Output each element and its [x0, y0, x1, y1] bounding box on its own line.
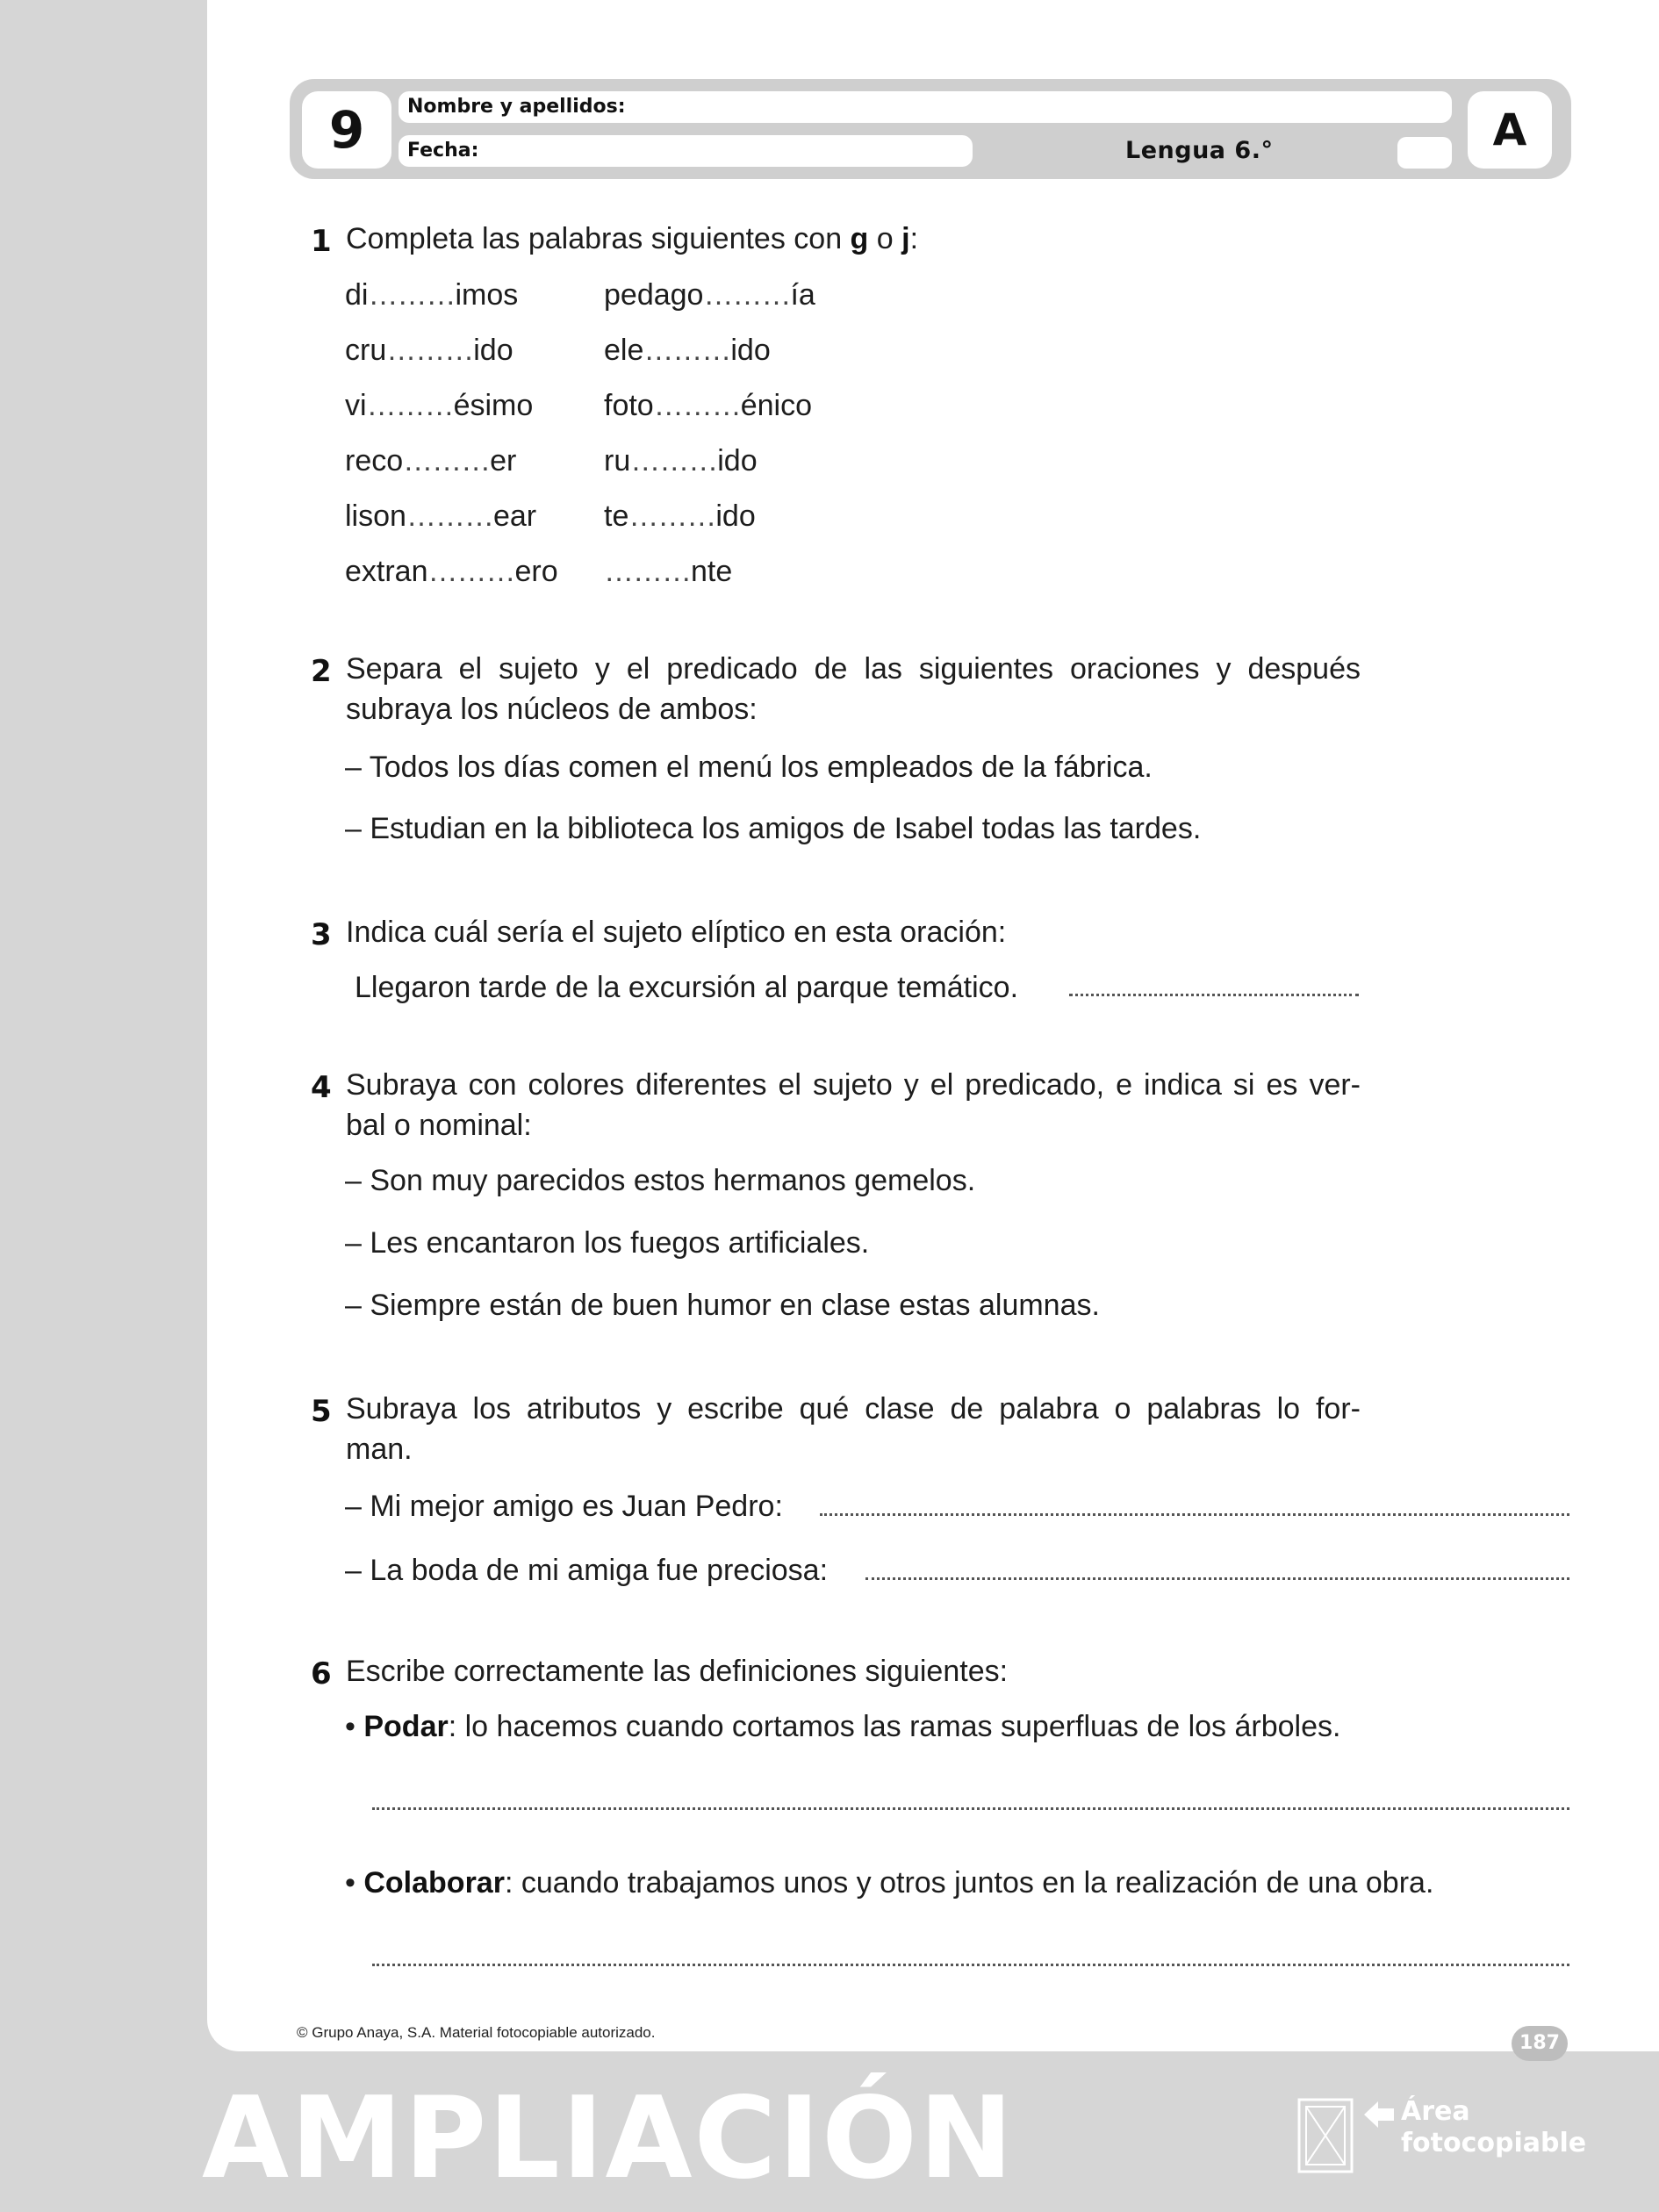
q2-sentence: – Estudian en la biblioteca los amigos de Isabel todas las tardes.	[345, 812, 1202, 845]
q2-prompt-line2: subraya los núcleos de ambos:	[346, 693, 758, 726]
q5-answer-line[interactable]	[820, 1513, 1569, 1516]
level-letter: A	[1468, 91, 1552, 169]
date-field[interactable]: Fecha:	[399, 135, 973, 167]
q5-sentence: – La boda de mi amiga fue preciosa:	[345, 1554, 829, 1587]
q1-word[interactable]: extran………ero	[345, 555, 558, 588]
subject-label: Lengua 6.°	[1125, 137, 1274, 164]
q1-letter-g: g	[850, 222, 869, 255]
q1-word[interactable]: pedago………ía	[604, 278, 815, 312]
q1-prompt-text: Completa las palabras siguientes con	[346, 222, 851, 255]
q2-number: 2	[311, 654, 332, 689]
q5-number: 5	[311, 1394, 332, 1429]
photocopy-area-label	[1401, 2096, 1586, 2159]
q2-prompt-line1: Separa el sujeto y el predicado de las siguientes oraciones y después	[346, 652, 1361, 686]
q4-sentence: – Les encantaron los fuegos artificiales.	[345, 1226, 870, 1260]
area-label-line1: Área	[1401, 2096, 1470, 2127]
q6-definition	[345, 1866, 1433, 1900]
q1-word[interactable]: cru………ido	[345, 334, 514, 367]
q4-sentence: – Siempre están de buen humor en clase estas alumnas.	[345, 1289, 1100, 1322]
q4-prompt-line1: Subraya con colores diferentes el sujeto y el predicado, e indica si es ver-	[346, 1068, 1361, 1102]
q1-word[interactable]: ele………ido	[604, 334, 771, 367]
bullet: •	[345, 1866, 356, 1900]
q1-prompt	[346, 222, 918, 256]
score-box[interactable]	[1397, 137, 1452, 169]
q1-word[interactable]: lison………ear	[345, 499, 537, 533]
q2-sentence: – Todos los días comen el menú los empleados de la fábrica.	[345, 750, 1153, 784]
q5-prompt-line2: man.	[346, 1433, 413, 1466]
page-number: 187	[1512, 2026, 1568, 2061]
q1-word[interactable]: reco………er	[345, 444, 517, 478]
worksheet-header	[290, 79, 1571, 179]
q5-sentence: – Mi mejor amigo es Juan Pedro:	[345, 1490, 783, 1523]
q1-word[interactable]: vi………ésimo	[345, 389, 534, 422]
copyright-notice: © Grupo Anaya, S.A. Material fotocopiable autorizado.	[297, 2024, 656, 2041]
q5-prompt-line1: Subraya los atributos y escribe qué clase de palabra o palabras lo for-	[346, 1392, 1361, 1426]
q6-number: 6	[311, 1656, 332, 1691]
q1-prompt-or: o	[868, 222, 902, 255]
q3-number: 3	[311, 917, 332, 952]
name-field[interactable]: Nombre y apellidos:	[399, 91, 1452, 123]
q1-word[interactable]: te………ido	[604, 499, 756, 533]
area-label-line2: fotocopiable	[1401, 2128, 1587, 2158]
q4-sentence: – Son muy parecidos estos hermanos gemelos.	[345, 1164, 976, 1197]
q3-answer-line[interactable]	[1069, 994, 1359, 996]
q3-prompt: Indica cuál sería el sujeto elíptico en esta oración:	[346, 916, 1007, 949]
bullet: •	[345, 1710, 356, 1743]
q6-term: Colaborar	[363, 1866, 505, 1900]
q6-definition-text: : cuando trabajamos unos y otros juntos en la realización de una obra.	[504, 1866, 1434, 1900]
q6-prompt: Escribe correctamente las definiciones siguientes:	[346, 1655, 1009, 1688]
q1-word[interactable]: ………nte	[604, 555, 733, 588]
q1-word[interactable]: foto………énico	[604, 389, 812, 422]
q1-word[interactable]: ru………ido	[604, 444, 758, 478]
q6-term: Podar	[363, 1710, 449, 1743]
section-title: AMPLIACIÓN	[202, 2073, 1015, 2204]
q1-number: 1	[311, 224, 332, 259]
q6-definition-text: : lo hacemos cuando cortamos las ramas superfluas de los árboles.	[448, 1710, 1341, 1743]
q6-answer-line[interactable]	[372, 1807, 1569, 1810]
q3-sentence: Llegaron tarde de la excursión al parque temático.	[355, 971, 1019, 1004]
photocopy-icon	[1297, 2098, 1364, 2178]
arrow-left-icon	[1364, 2100, 1396, 2134]
q1-word[interactable]: di………imos	[345, 278, 519, 312]
q1-letter-j: j	[901, 222, 910, 255]
unit-number: 9	[302, 91, 391, 169]
q4-number: 4	[311, 1070, 332, 1105]
q5-answer-line[interactable]	[865, 1577, 1569, 1580]
q1-prompt-colon: :	[909, 222, 919, 255]
q6-answer-line[interactable]	[372, 1964, 1569, 1966]
q6-definition	[345, 1710, 1340, 1744]
q4-prompt-line2: bal o nominal:	[346, 1109, 532, 1142]
